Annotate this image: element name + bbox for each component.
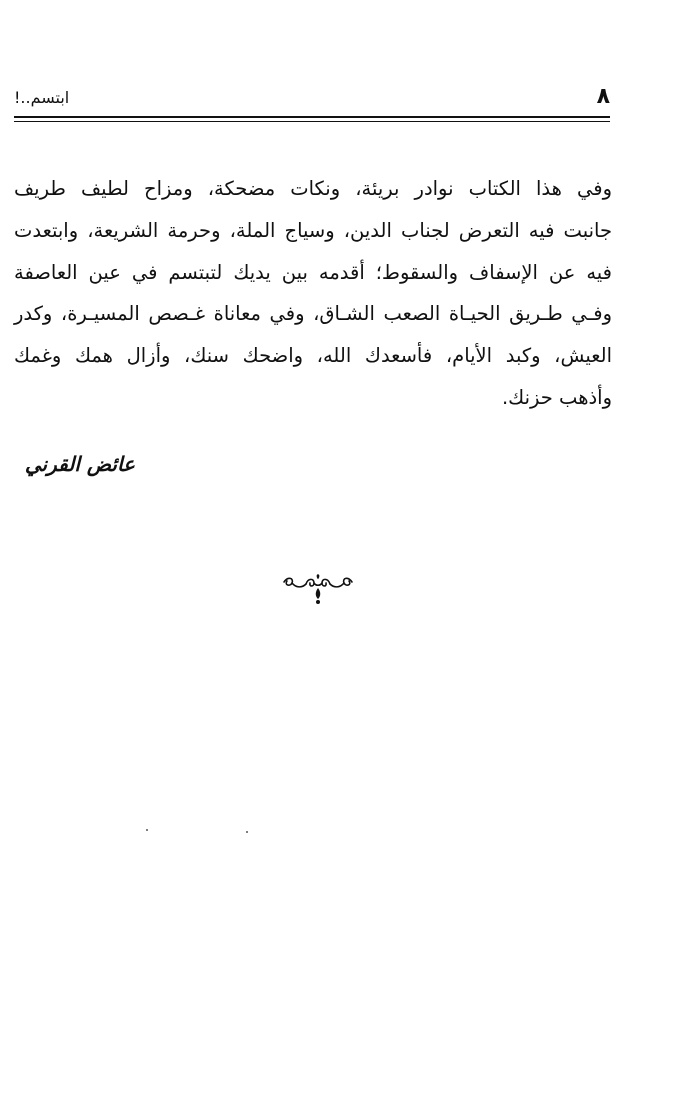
- running-title: ابتسم..!: [14, 88, 70, 107]
- paragraph-line: جانبت فيه التعرض لجناب الدين، وسياج الملة، وحرمة الشريعة، وابتعدت: [14, 218, 612, 242]
- page-number: ٨: [596, 84, 610, 109]
- print-speck: [146, 829, 148, 831]
- paragraph-line: العيش، وكبد الأيام، فأسعدك الله، واضحك سنك، وأزال همك وغمك: [14, 344, 612, 368]
- paragraph-line: وفي هذا الكتاب نوادر بريئة، ونكات مضحكة، ومزاح لطيف طريف: [14, 177, 612, 200]
- header-rule-thin: [14, 121, 610, 122]
- paragraph-line: وفـي طـريق الحيـاة الصعب الشـاق، وفي معاناة غـصص المسيـرة، وكدر: [14, 302, 612, 326]
- author-signature: عائض القرني: [24, 452, 135, 476]
- header-rule-thick: [14, 116, 610, 118]
- body-paragraph: [14, 168, 612, 419]
- paragraph-line: فيه عن الإسفاف والسقوط؛ أقدمه بين يديك لتبتسم في عين العاصفة: [14, 260, 612, 284]
- floral-ornament-icon: [280, 572, 356, 608]
- print-speck: [246, 831, 248, 833]
- paragraph-line: وأذهب حزنك.: [501, 385, 612, 409]
- page-header: [14, 86, 610, 110]
